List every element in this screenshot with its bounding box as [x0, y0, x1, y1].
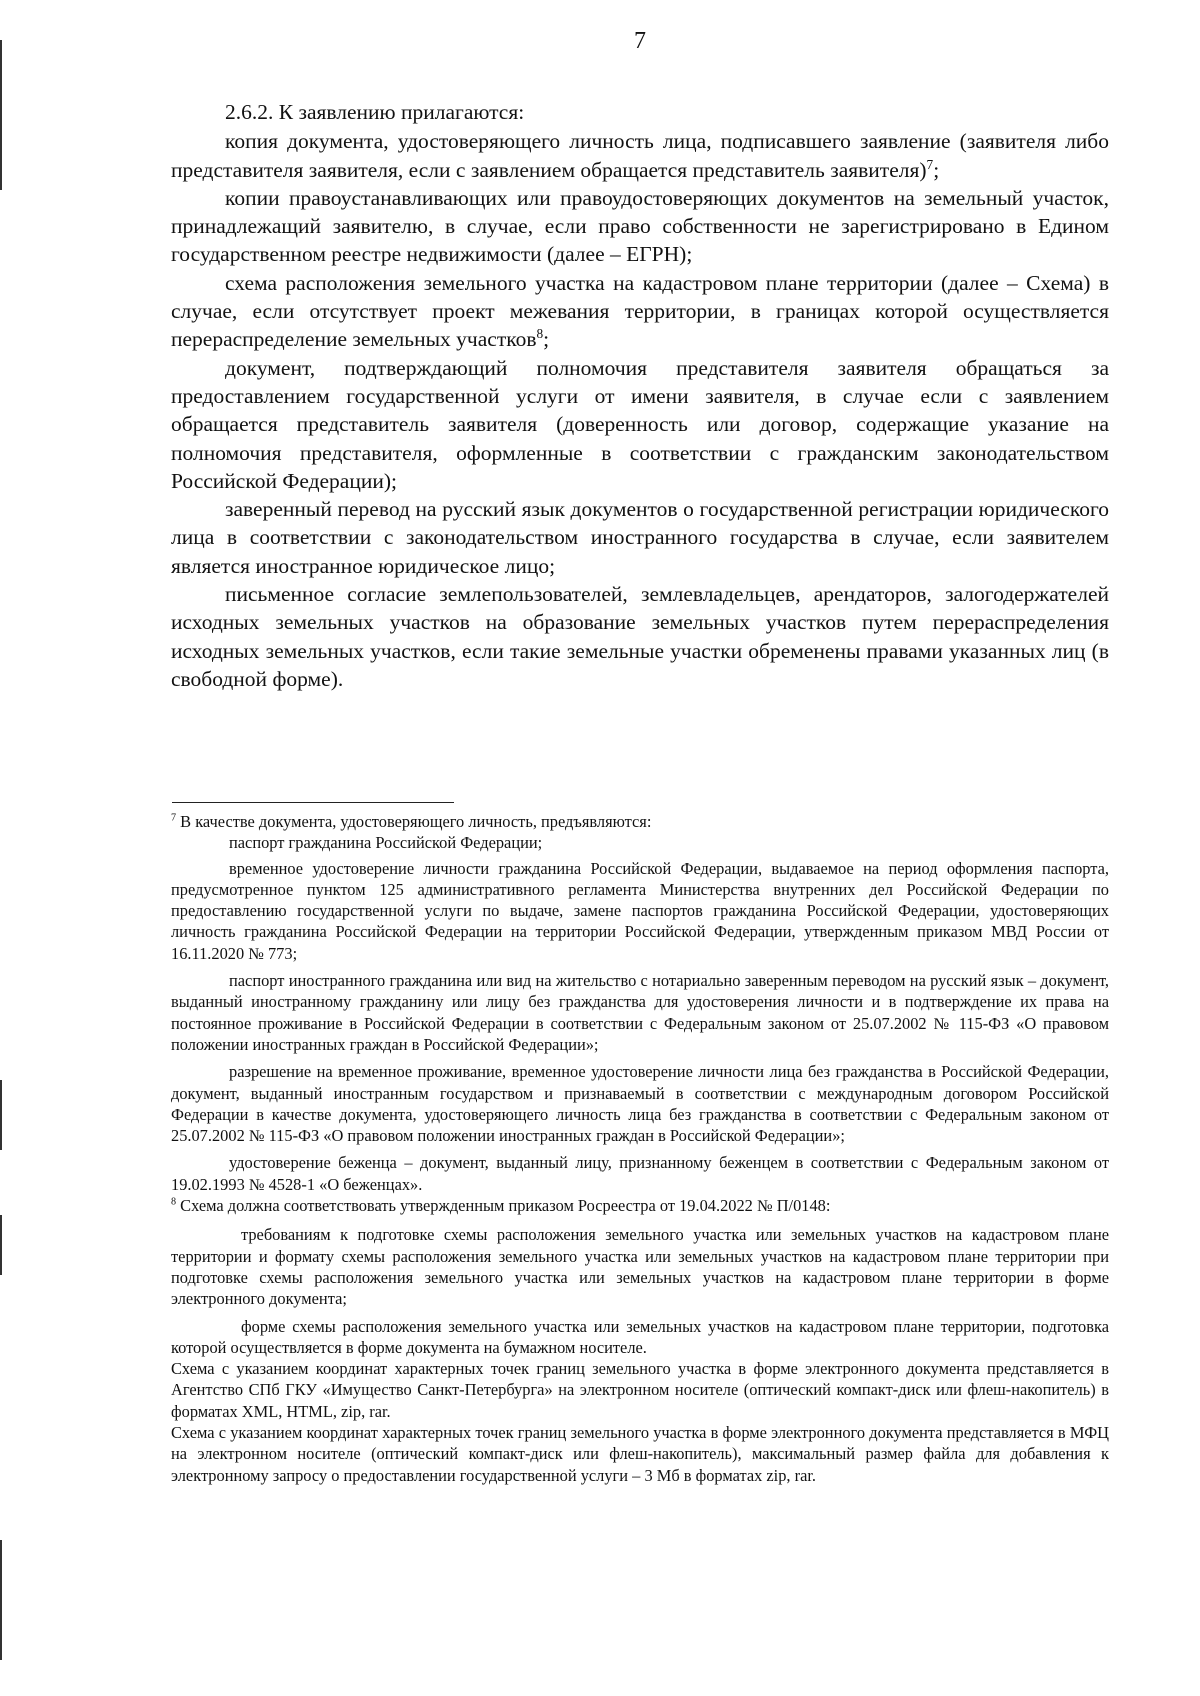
footnotes	[171, 811, 1109, 1486]
scan-edge-mark	[0, 1080, 2, 1150]
footnote-item: паспорт иностранного гражданина или вид на жительство с нотариально заверенным переводом на русский язык – документ, выданный иностранному гражданину или лицу без гражданства для удостоверения личности и в подтверждение их права на постоянное проживание в Российской Федерации в соответствии с Федеральным законом от 25.07.2002 № 115-ФЗ «О правовом положении иностранных граждан в Российской Федерации»;	[171, 971, 1109, 1054]
footnote-note: Схема с указанием координат характерных точек границ земельного участка в форме электронного документа представляется в МФЦ на электронном носителе (оптический компакт-диск или флеш-накопитель), максимальный размер файла для добавления к электронному запросу о предоставлении государственной услуги – 3 Мб в форматах zip, rar.	[171, 1423, 1109, 1485]
attachment-item: копия документа, удостоверяющего личность лица, подписавшего заявление (заявителя либо представителя заявителя, если с заявлением обращается представитель заявителя)$^7$;	[171, 129, 1109, 182]
attachment-item: копии правоустанавливающих или правоудостоверяющих документов на земельный участок, принадлежащий заявителю, в случае, если право собственности не зарегистрировано в Едином государственном реестре недвижимости (далее – ЕГРН);	[171, 185, 1109, 267]
footnote-7-intro: $^7$ В качестве документа, удостоверяющего личность, предъявляются:	[171, 812, 652, 831]
attachment-item: заверенный перевод на русский язык документов о государственной регистрации юридического лица в соответствии с законодательством иностранного государства в случае, если заявителем является иностранное юридическое лицо;	[171, 497, 1109, 578]
footnote-ref[interactable]: 8	[536, 326, 544, 342]
footnote-item: форме схемы расположения земельного участка или земельных участков на кадастровом плане территории, подготовка которой осуществляется в форме документа на бумажном носителе.	[171, 1316, 1109, 1357]
attachment-item: документ, подтверждающий полномочия представителя заявителя обращаться за предоставлением государственной услуги от имени заявителя, в случае если с заявлением обращается представитель заявителя (доверенность или договор, содержащие указание на полномочия представителя, оформленные в соответствии с гражданским законодательством Российской Федерации);	[171, 355, 1109, 493]
footnote-item: временное удостоверение личности гражданина Российской Федерации, выдаваемое на период оформления паспорта, предусмотренное пунктом 125 административного регламента Министерства внутренних дел Российской Федерации по предоставлению государственной услуги по выдаче, замене паспортов гражданина Российской Федерации, удостоверяющих личность гражданина Российской Федерации на территории Российской Федерации, утвержденным приказом МВД России от 16.11.2020 № 773;	[171, 858, 1109, 963]
main-body	[171, 98, 1109, 693]
attachment-item: схема расположения земельного участка на кадастровом плане территории (далее – Схема) в случае, если отсутствует проект межевания территории, в границах которой осуществляется перераспределение земельных участков$^8$;	[171, 270, 1109, 352]
section-heading: 2.6.2. К заявлению прилагаются:	[225, 100, 525, 124]
footnote-8-intro: $^8$ Схема должна соответствовать утвержденным приказом Росреестра от 19.04.2022 № П/0148:	[171, 1196, 831, 1216]
footnote-separator	[172, 802, 454, 803]
attachment-item: письменное согласие землепользователей, землевладельцев, арендаторов, залогодержателей исходных земельных участков на образование земельных участков путем перераспределения исходных земельных участков, если такие земельные участки обременены правами указанных лиц (в свободной форме).	[171, 582, 1109, 691]
footnote-item: разрешение на временное проживание, временное удостоверение личности лица без гражданства в Российской Федерации, документ, выданный иностранным государством и признаваемый в соответствии с международным договором Российской Федерации в качестве документа, удостоверяющего личность лица без гражданства в соответствии с Федеральным законом от 25.07.2002 № 115-ФЗ «О правовом положении иностранных граждан в Российской Федерации»;	[171, 1062, 1109, 1146]
scan-edge-mark	[0, 1540, 2, 1660]
footnote-item: удостоверение беженца – документ, выданный лицу, признанному беженцем в соответствии с Федеральным законом от 19.02.1993 № 4528-1 «О беженцах».	[171, 1153, 1109, 1194]
scan-edge-mark	[0, 1215, 2, 1275]
footnote-mark: 7	[171, 812, 177, 824]
page-number: 7	[634, 28, 646, 54]
footnote-item: паспорт гражданина Российской Федерации;	[229, 833, 543, 853]
footnote-note: Схема с указанием координат характерных точек границ земельного участка в форме электронного документа представляется в Агентство СПб ГКУ «Имущество Санкт-Петербурга» на электронном носителе (оптический компакт-диск или флеш-накопитель) в форматах XML, HTML, zip, rar.	[171, 1359, 1109, 1421]
footnote-ref[interactable]: 7	[926, 156, 934, 172]
footnote-mark: 8	[171, 1196, 177, 1208]
scan-edge-mark	[0, 40, 2, 190]
footnote-item: требованиям к подготовке схемы расположения земельного участка или земельных участков на кадастровом плане территории и формату схемы расположения земельного участка или земельных участков на кадастровом плане территории при подготовке схемы расположения земельного участка или земельных участков на кадастровом плане территории в форме электронного документа;	[171, 1225, 1109, 1309]
